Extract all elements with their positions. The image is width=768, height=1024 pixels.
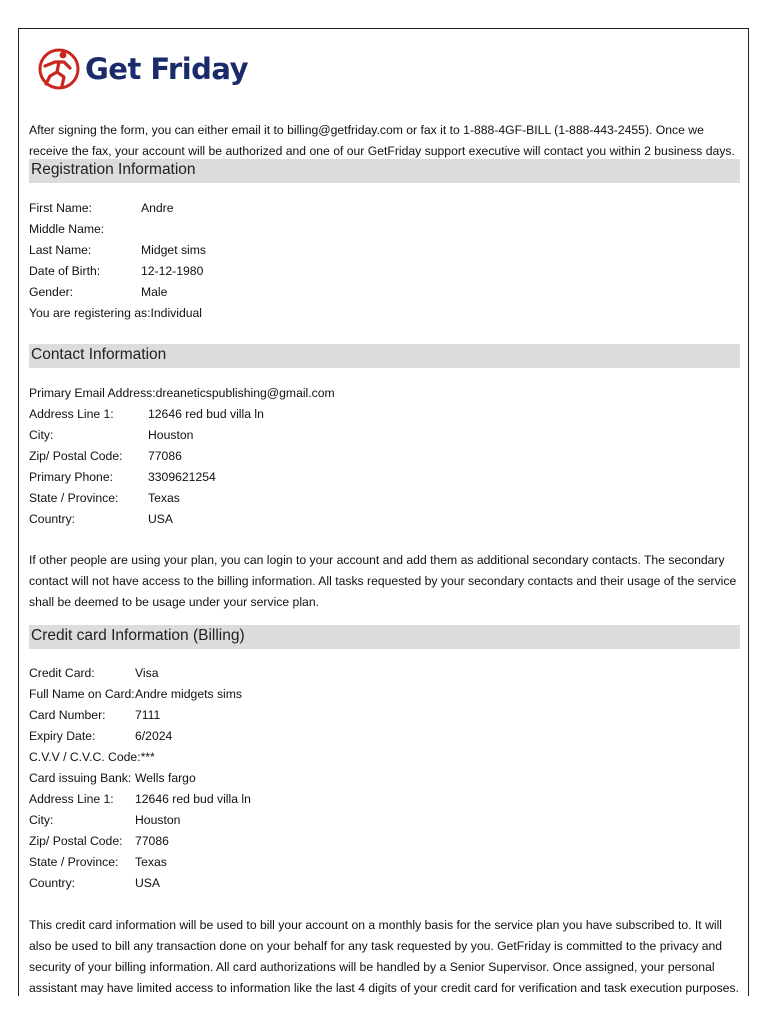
credit-card-value: USA (135, 876, 161, 890)
credit-card-row (29, 852, 251, 873)
logo-wordmark: Get Friday (85, 52, 248, 86)
credit-card-section-title: Credit card Information (Billing) (31, 627, 245, 644)
registration-row (29, 198, 206, 219)
contact-section-header (29, 344, 740, 368)
credit-card-row (29, 873, 251, 894)
credit-card-label: Credit Card: (29, 666, 95, 680)
registration-row (29, 261, 206, 282)
credit-card-value: Andre midgets sims (135, 687, 243, 701)
credit-card-label: C.V.V / C.V.C. Code: (29, 750, 141, 764)
getfriday-runner-icon (36, 46, 82, 92)
contact-value: Texas (148, 491, 180, 505)
document-page (18, 28, 749, 996)
credit-card-value: Texas (135, 855, 167, 869)
registration-label: Middle Name: (29, 222, 105, 236)
registration-row (29, 303, 206, 324)
registration-label: First Name: (29, 201, 92, 215)
contact-label: Primary Email Address: (29, 386, 156, 400)
credit-card-fields (29, 663, 251, 894)
contact-row (29, 509, 335, 530)
registration-value: 12-12-1980 (141, 264, 204, 278)
credit-card-value: 12646 red bud villa ln (135, 792, 251, 806)
credit-card-row (29, 684, 251, 705)
credit-card-row (29, 726, 251, 747)
registration-row (29, 240, 206, 261)
credit-card-section-header (29, 625, 740, 649)
contact-label: State / Province: (29, 491, 119, 505)
credit-card-value: 7111 (135, 708, 161, 722)
contact-row (29, 404, 335, 425)
credit-card-label: Expiry Date: (29, 729, 96, 743)
contact-value: 77086 (148, 449, 182, 463)
getfriday-logo (36, 43, 248, 95)
credit-card-row (29, 768, 251, 789)
credit-card-row (29, 747, 251, 768)
contact-label: Zip/ Postal Code: (29, 449, 123, 463)
registration-value: Midget sims (141, 243, 207, 257)
credit-card-row (29, 705, 251, 726)
contact-label: Address Line 1: (29, 407, 114, 421)
registration-row (29, 282, 206, 303)
credit-card-label: Zip/ Postal Code: (29, 834, 123, 848)
intro-paragraph: After signing the form, you can either email it to billing@getfriday.com or fax it to 1-888-4GF-BILL (1-888-443-2455). Once we receive the fax, your account will be authorized and one of our GetFriday support executive will contact you within 2 business days. (29, 123, 735, 158)
credit-card-value: 6/2024 (135, 729, 173, 743)
credit-card-label: Card issuing Bank: (29, 771, 132, 785)
credit-card-value: Wells fargo (135, 771, 196, 785)
registration-fields (29, 198, 206, 324)
contact-row (29, 488, 335, 509)
billing-note: This credit card information will be used to bill your account on a monthly basis for the service plan you have subscribed to. It will also be used to bill any transaction done on your behalf for any task requested by you. GetFriday is committed to the privacy and security of your billing information. All card authorizations will be handled by a Senior Supervisor. Once assigned, your personal assistant may have limited access to information like the last 4 digits of your credit card for verification and task execution purposes. (29, 918, 739, 995)
registration-label: Last Name: (29, 243, 92, 257)
registration-label: Date of Birth: (29, 264, 101, 278)
contact-row (29, 467, 335, 488)
contact-value: USA (148, 512, 174, 526)
registration-value: Individual (150, 306, 202, 320)
contact-value: 3309621254 (148, 470, 216, 484)
registration-value: Andre (141, 201, 174, 215)
secondary-contacts-note: If other people are using your plan, you can login to your account and add them as additional secondary contacts. The secondary contact will not have access to the billing information. All tasks requested by your secondary contacts and their usage of the service shall be deemed to be usage under your service plan. (29, 553, 737, 609)
contact-label: City: (29, 428, 54, 442)
contact-row (29, 446, 335, 467)
contact-row (29, 425, 335, 446)
credit-card-value: *** (140, 750, 155, 764)
contact-value: dreaneticspublishing@gmail.com (155, 386, 335, 400)
credit-card-row (29, 789, 251, 810)
credit-card-value: 77086 (135, 834, 169, 848)
credit-card-value: Visa (135, 666, 159, 680)
registration-label: Gender: (29, 285, 74, 299)
credit-card-label: Country: (29, 876, 76, 890)
credit-card-label: Address Line 1: (29, 792, 114, 806)
registration-section-header (29, 159, 740, 183)
registration-section-title: Registration Information (31, 161, 196, 178)
credit-card-value: Houston (135, 813, 181, 827)
registration-row (29, 219, 206, 240)
credit-card-label: Card Number: (29, 708, 106, 722)
credit-card-label: Full Name on Card: (29, 687, 135, 701)
contact-label: Primary Phone: (29, 470, 113, 484)
credit-card-label: City: (29, 813, 54, 827)
credit-card-row (29, 831, 251, 852)
contact-value: 12646 red bud villa ln (148, 407, 264, 421)
credit-card-label: State / Province: (29, 855, 119, 869)
contact-value: Houston (148, 428, 194, 442)
contact-row (29, 383, 335, 404)
contact-fields (29, 383, 335, 530)
registration-value: Male (141, 285, 168, 299)
contact-section-title: Contact Information (31, 346, 167, 363)
credit-card-row (29, 663, 251, 684)
registration-label: You are registering as: (29, 306, 151, 320)
credit-card-row (29, 810, 251, 831)
contact-label: Country: (29, 512, 76, 526)
